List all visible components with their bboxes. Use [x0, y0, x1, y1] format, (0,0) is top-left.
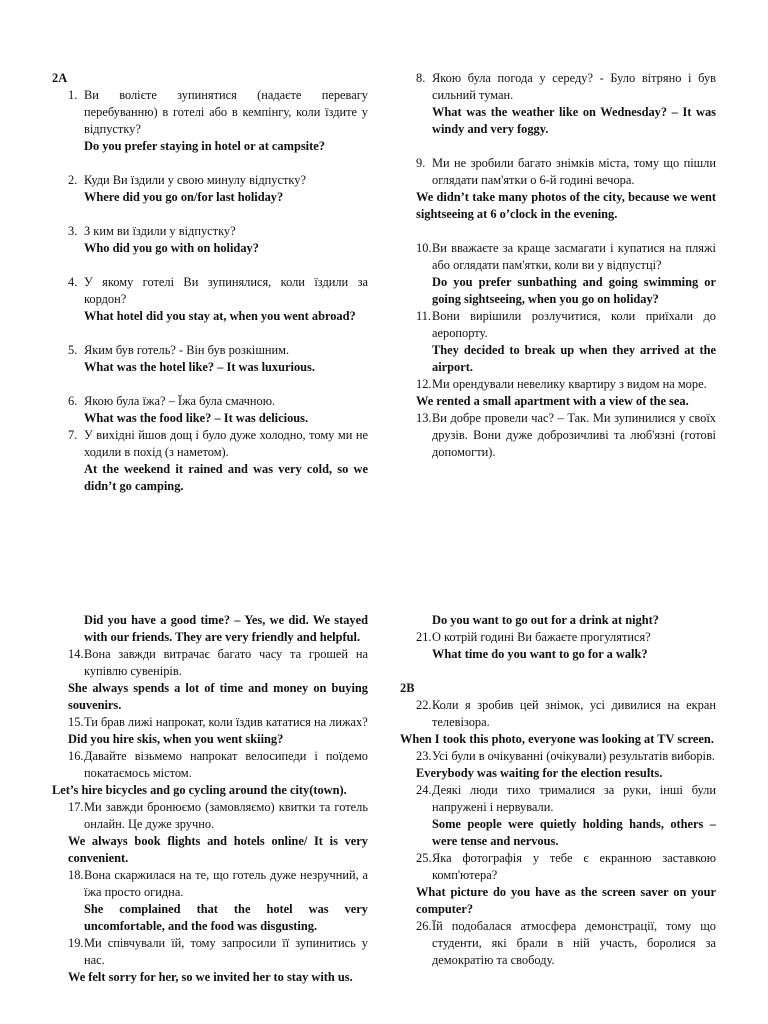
item-number: 24. [416, 783, 432, 797]
list-item [416, 155, 716, 189]
item-english: What time do you want to go for a walk? [432, 647, 648, 661]
item-english: Everybody was waiting for the election results. [416, 766, 663, 780]
item-number: 21. [416, 630, 432, 644]
item-english: When I took this photo, everyone was looking at TV screen. [400, 732, 714, 746]
section-heading: 2A [52, 71, 68, 85]
item-ukrainian: Давайте візьмемо напрокат велосипеди і поїдемо покатаємось містом. [84, 749, 368, 780]
list-item [52, 87, 368, 138]
item-number: 22. [416, 698, 432, 712]
item-number: 4. [68, 275, 78, 289]
list-item [416, 782, 716, 816]
item-english: We always book flights and hotels online/ It is very convenient. [68, 834, 368, 865]
item-english: We rented a small apartment with a view of the sea. [416, 394, 689, 408]
list-item [416, 850, 716, 884]
item-english: What picture do you have as the screen saver on your computer? [416, 885, 716, 916]
page2-left-column [52, 612, 368, 986]
item-number: 10. [416, 241, 432, 255]
item-ukrainian: Деякі люди тихо трималися за руки, інші були напружені і нервували. [432, 783, 716, 814]
list-item [52, 342, 368, 359]
item-ukrainian: Якою була погода у середу? - Було вітряно і був сильний туман. [432, 71, 716, 102]
list-item [52, 393, 368, 410]
list-item [416, 918, 716, 969]
item-ukrainian: У вихідні йшов дощ і було дуже холодно, тому ми не ходили в похід (з наметом). [84, 428, 368, 459]
item-ukrainian: Вони вирішили розлучитися, коли приїхали до аеропорту. [432, 309, 716, 340]
item-number: 1. [68, 88, 78, 102]
item-english: What hotel did you stay at, when you went abroad? [84, 309, 356, 323]
item-ukrainian: Ми завжди бронюємо (замовляємо) квитки та готель онлайн. Це дуже зручно. [84, 800, 368, 831]
item-number: 16. [68, 749, 84, 763]
item-ukrainian: Ти брав лижі напрокат, коли їздив кататися на лижах? [84, 715, 368, 729]
item-english: Did you have a good time? – Yes, we did. We stayed with our friends. They are very friendly and helpful. [84, 613, 368, 644]
item-ukrainian: Усі були в очікуванні (очікували) результатів виборів. [432, 749, 715, 763]
item-ukrainian: Ми не зробили багато знімків міста, тому що пішли оглядати пам'ятки о 6-й годині вечора. [432, 156, 716, 187]
page1-right-column [416, 70, 716, 461]
list-item [68, 935, 368, 969]
item-english: What was the food like? – It was delicious. [84, 411, 309, 425]
item-number: 8. [416, 71, 426, 85]
item-english: Did you hire skis, when you went skiing? [68, 732, 284, 746]
item-number: 7. [68, 428, 78, 442]
item-english: Where did you go on/for last holiday? [84, 190, 284, 204]
item-number: 3. [68, 224, 78, 238]
item-number: 26. [416, 919, 432, 933]
item-english: Some people were quietly holding hands, others – were tense and nervous. [432, 817, 716, 848]
item-english: What was the weather like on Wednesday? – It was windy and very foggy. [432, 105, 716, 136]
item-ukrainian: Якою була їжа? – Їжа була смачною. [84, 394, 276, 408]
list-item [416, 410, 716, 461]
list-item [52, 223, 368, 240]
item-ukrainian: Ви волієте зупинятися (надаєте перевагу перебуванню) в готелі або в кемпінгу, коли їздите у відпустку? [84, 88, 368, 136]
item-ukrainian: З ким ви їздили у відпустку? [84, 224, 236, 238]
item-number: 12. [416, 377, 432, 391]
item-english: Do you prefer staying in hotel or at campsite? [84, 139, 325, 153]
page-2 [0, 612, 768, 1024]
item-number: 25. [416, 851, 432, 865]
list-item [416, 748, 716, 765]
item-number: 6. [68, 394, 78, 408]
item-number: 15. [68, 715, 84, 729]
item-ukrainian: Їй подобалася атмосфера демонстрації, тому що студенти, які брали в ній участь, боролися за демократію та свободу. [432, 919, 716, 967]
list-item [52, 172, 368, 189]
list-item [416, 70, 716, 104]
list-item [68, 646, 368, 680]
item-english: At the weekend it rained and was very cold, so we didn’t go camping. [84, 462, 368, 493]
item-ukrainian: Вона скаржилася на те, що готель дуже незручний, а їжа просто огидна. [84, 868, 368, 899]
page1-left-column [52, 70, 368, 495]
item-ukrainian: Вона завжди витрачає багато часу та грошей на купівлю сувенірів. [84, 647, 368, 678]
list-item [68, 714, 368, 731]
list-item [52, 427, 368, 461]
item-ukrainian: Куди Ви їздили у свою минулу відпустку? [84, 173, 306, 187]
list-item [68, 799, 368, 833]
item-english: Who did you go with on holiday? [84, 241, 259, 255]
item-english: She always spends a lot of time and money on buying souvenirs. [68, 681, 368, 712]
item-ukrainian: Яким був готель? - Він був розкішним. [84, 343, 290, 357]
item-ukrainian: О котрій годині Ви бажаєте прогулятися? [432, 630, 651, 644]
item-english: We felt sorry for her, so we invited her to stay with us. [68, 970, 353, 984]
item-ukrainian: Ви вважаєте за краще засмагати і купатися на пляжі або оглядати пам'ятки, коли ви у відпустці? [432, 241, 716, 272]
list-item [416, 697, 716, 731]
item-number: 18. [68, 868, 84, 882]
list-item [52, 274, 368, 308]
item-number: 13. [416, 411, 432, 425]
item-number: 2. [68, 173, 78, 187]
item-ukrainian: Яка фотографія у тебе є екранною заставкою комп'ютера? [432, 851, 716, 882]
item-ukrainian: Коли я зробив цей знімок, усі дивилися на екран телевізора. [432, 698, 716, 729]
section-heading: 2B [400, 681, 415, 695]
item-number: 19. [68, 936, 84, 950]
item-number: 5. [68, 343, 78, 357]
page-1 [0, 70, 768, 540]
item-english: Let’s hire bicycles and go cycling around the city(town). [52, 783, 347, 797]
item-number: 14. [68, 647, 84, 661]
item-ukrainian: У якому готелі Ви зупинялися, коли їздили за кордон? [84, 275, 368, 306]
item-english: We didn’t take many photos of the city, because we went sightseeing at 6 o’clock in the evening. [416, 190, 716, 221]
item-english: What was the hotel like? – It was luxurious. [84, 360, 315, 374]
list-item [416, 629, 716, 646]
item-ukrainian: Ви добре провели час? – Так. Ми зупинилися у своїх друзів. Вони дуже доброзичливі та люб'язні (готові допомогти). [432, 411, 716, 459]
item-english: Do you want to go out for a drink at night? [432, 613, 659, 627]
item-ukrainian: Ми співчували їй, тому запросили її зупинитись у нас. [84, 936, 368, 967]
item-number: 11. [416, 309, 432, 323]
item-number: 9. [416, 156, 426, 170]
item-english: They decided to break up when they arrived at the airport. [432, 343, 716, 374]
list-item [416, 240, 716, 274]
list-item [68, 748, 368, 782]
item-number: 17. [68, 800, 84, 814]
list-item [416, 308, 716, 342]
item-ukrainian: Ми орендували невелику квартиру з видом на море. [432, 377, 707, 391]
item-english: She complained that the hotel was very uncomfortable, and the food was disgusting. [84, 902, 368, 933]
list-item [68, 867, 368, 901]
list-item [416, 376, 716, 393]
page2-right-column [400, 612, 716, 969]
item-english: Do you prefer sunbathing and going swimming or going sightseeing, when you go on holiday? [432, 275, 716, 306]
item-number: 23. [416, 749, 432, 763]
